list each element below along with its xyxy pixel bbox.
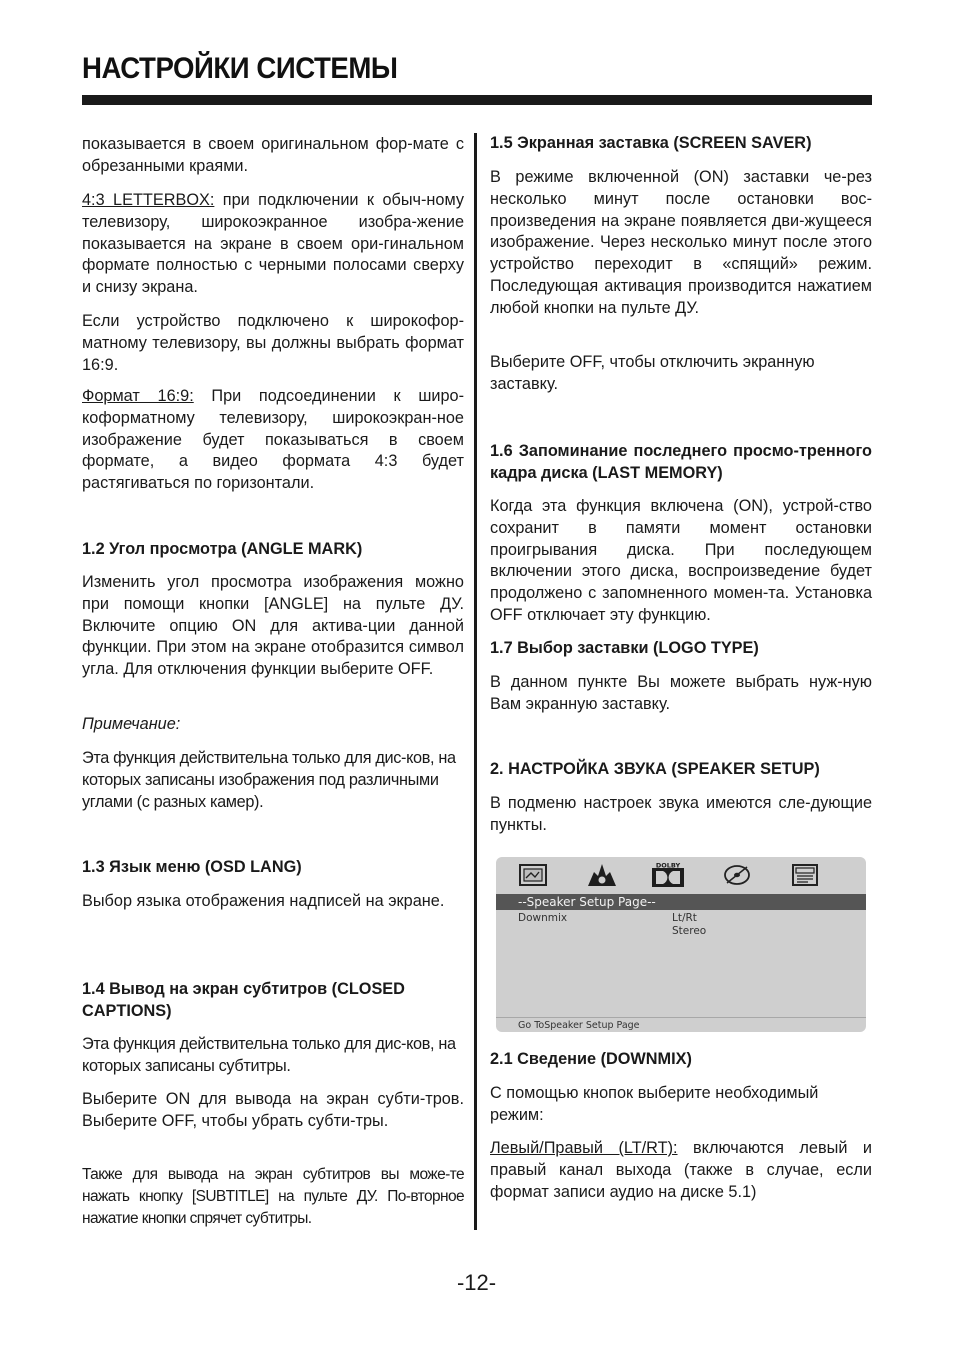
paragraph-letterbox bbox=[82, 190, 464, 299]
osd-option-lt-rt: Lt/Rt bbox=[672, 912, 697, 924]
paragraph: В подменю настроек звука имеются сле-дующие пункты. bbox=[490, 794, 872, 834]
disc-icon bbox=[722, 862, 752, 888]
section-heading-1-6: 1.6 Запоминание последнего просмо-тренного кадра диска (LAST MEMORY) bbox=[490, 442, 872, 482]
column-divider bbox=[474, 133, 477, 1230]
osd-option-stereo: Stereo bbox=[672, 925, 707, 937]
section-heading-1-2: 1.2 Угол просмотра (ANGLE MARK) bbox=[82, 540, 363, 558]
note-label: Примечание: bbox=[82, 715, 181, 733]
speaker-setup-screen bbox=[496, 857, 866, 1032]
section-heading-1-3: 1.3 Язык меню (OSD LANG) bbox=[82, 858, 302, 876]
section-heading-2-1: 2.1 Сведение (DOWNMIX) bbox=[490, 1050, 692, 1068]
paragraph: Также для вывода на экран субтитров вы може-те нажать кнопку [SUBTITLE] на пульте ДУ. По-вторное нажатие кнопки спрячет субтитры. bbox=[82, 1166, 464, 1227]
osd-icon-row bbox=[496, 857, 866, 893]
lt-rt-text: включаются левый и правый канал выхода (также в случае, если формат записи аудио на диске 5.1) bbox=[490, 1139, 872, 1201]
page-number: -12- bbox=[456, 1270, 497, 1295]
paragraph: Эта функция действительна только для дис-ков, на которых записаны субтитры. bbox=[82, 1035, 456, 1075]
format-16-9-text: При подсоединении к широ-коформатному телевизору, широкоэкран-ное изображение будет показываться в своем формате, а видео формата 4:3 будет растягиваться по горизонтали. bbox=[82, 387, 465, 493]
osd-page-title: --Speaker Setup Page-- bbox=[518, 895, 656, 909]
menu-icon bbox=[790, 862, 820, 888]
term-lt-rt: Левый/Правый (LT/RT): bbox=[490, 1139, 678, 1157]
osd-downmix-label: Downmix bbox=[518, 912, 568, 924]
paragraph: В данном пункте Вы можете выбрать нуж-ную Вам экранную заставку. bbox=[490, 673, 872, 713]
paragraph-16-9 bbox=[82, 386, 464, 495]
paragraph: Выберите ON для вывода на экран субти-тров. Выберите OFF, чтобы убрать субти-тры. bbox=[82, 1090, 464, 1130]
osd-footer bbox=[496, 1017, 866, 1032]
dolby-label: DOLBY bbox=[655, 862, 681, 870]
paragraph: Если устройство подключено к широкофор-матному телевизору, вы должны выбрать формат 16:9. bbox=[82, 312, 464, 374]
paragraph: показывается в своем оригинальном фор-мате с обрезанными краями. bbox=[82, 135, 464, 175]
paragraph: С помощью кнопок выберите необходимый режим: bbox=[490, 1084, 819, 1124]
dolby-icon bbox=[650, 862, 686, 888]
note-text: Эта функция действительна только для дис-ков, на которых записаны изображения под различными углами (с разных камер). bbox=[82, 749, 456, 811]
section-heading-1-7: 1.7 Выбор заставки (LOGO TYPE) bbox=[490, 639, 759, 657]
osd-title-bar bbox=[496, 894, 866, 910]
tv-icon bbox=[518, 862, 548, 888]
osd-footer-text: Go ToSpeaker Setup Page bbox=[518, 1020, 640, 1031]
paragraph: В режиме включенной (ON) заставки че-рез несколько минут после остановки вос-произведения на экране появляется дви-жущееся изображение. Через несколько минут после этого устройство переходит в «спящий» режим. Последующая активация производится нажатием любой кнопки на пульте ДУ. bbox=[490, 168, 872, 317]
section-heading-2: 2. НАСТРОЙКА ЗВУКА (SPEAKER SETUP) bbox=[490, 760, 820, 778]
paragraph: Выберите OFF, чтобы отключить экранную заставку. bbox=[490, 353, 815, 393]
paragraph: Изменить угол просмотра изображения можно при помощи кнопки [ANGLE] на пульте ДУ. Включите опцию ON для актива-ции данной функции. При этом на экране отобразится символ угла. Для отключения функции выберите OFF. bbox=[82, 573, 464, 679]
section-heading-1-4: 1.4 Вывод на экран субтитров (CLOSED CAPTIONS) bbox=[82, 980, 405, 1020]
term-letterbox: 4:3 LETTERBOX: bbox=[82, 191, 215, 209]
title-rule bbox=[82, 95, 872, 105]
page-title: НАСТРОЙКИ СИСТЕМЫ bbox=[82, 52, 398, 85]
paragraph: Когда эта функция включена (ON), устрой-ство сохранит в памяти момент остановки проигрывания диска. При последующем включении этого диска, воспроизведение будет продолжено с запомненного момен-та. Установка OFF отключает эту функцию. bbox=[490, 497, 872, 624]
paragraph: Выбор языка отображения надписей на экране. bbox=[82, 892, 445, 910]
speaker-icon bbox=[584, 862, 620, 888]
section-heading-1-5: 1.5 Экранная заставка (SCREEN SAVER) bbox=[490, 134, 812, 152]
letterbox-text: при подключении к обыч-ному телевизору, широкоэкранное изобра-жение показывается на экране в своем ори-гинальном формате полностью с черными полосами сверху и снизу экрана. bbox=[82, 191, 464, 297]
term-16-9: Формат 16:9: bbox=[82, 387, 194, 405]
paragraph-lt-rt bbox=[490, 1138, 872, 1203]
